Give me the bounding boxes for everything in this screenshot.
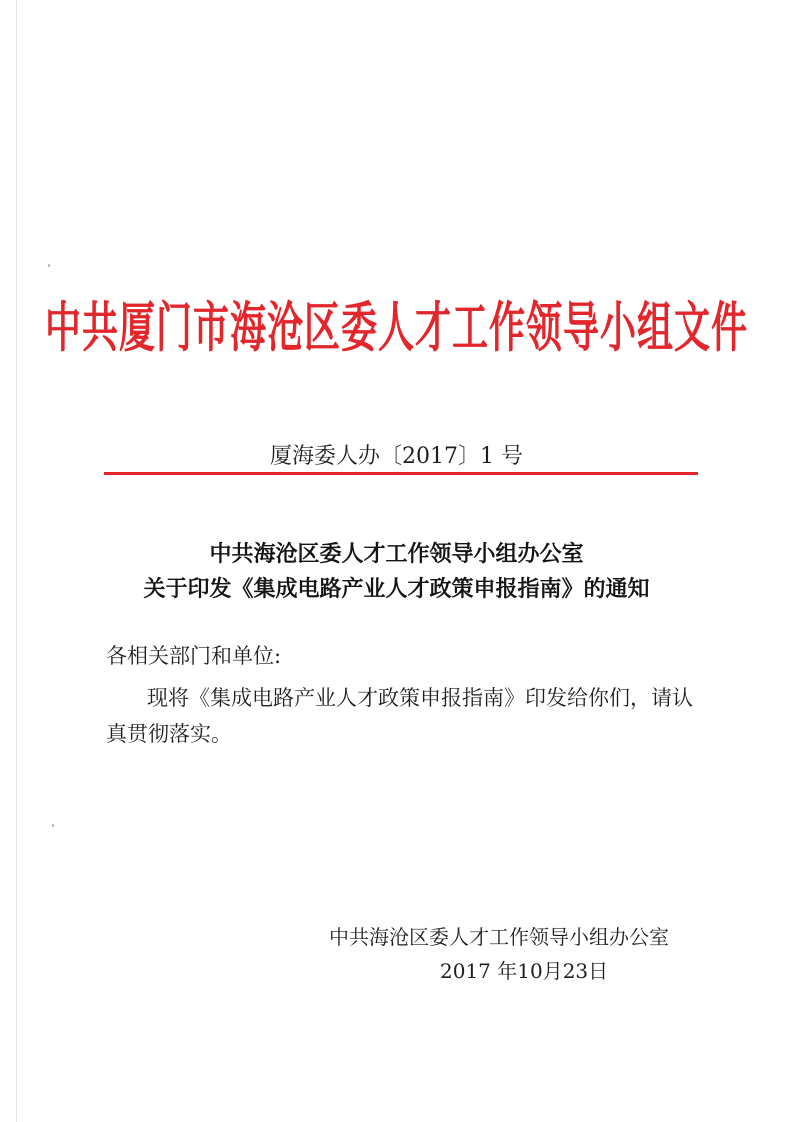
issuing-organization-title: 中共厦门市海沧区委人才工作领导小组文件 [44,296,748,360]
signature-organization: 中共海沧区委人才工作领导小组办公室 [329,925,669,949]
body-paragraph-line-2: 真贯彻落实。 [106,722,232,746]
red-separator-line [104,472,698,475]
signature-date: 2017 年10月23日 [440,959,609,983]
scan-speck [52,824,54,827]
scan-speck [48,264,50,267]
salutation: 各相关部门和单位: [106,644,282,668]
subject-line-1: 中共海沧区委人才工作领导小组办公室 [209,541,584,567]
document-number: 厦海委人办〔2017〕1 号 [270,444,523,469]
subject-line-2: 关于印发《集成电路产业人才政策申报指南》的通知 [143,576,650,602]
body-paragraph-line-1: 现将《集成电路产业人才政策申报指南》印发给你们，请认 [147,686,693,710]
